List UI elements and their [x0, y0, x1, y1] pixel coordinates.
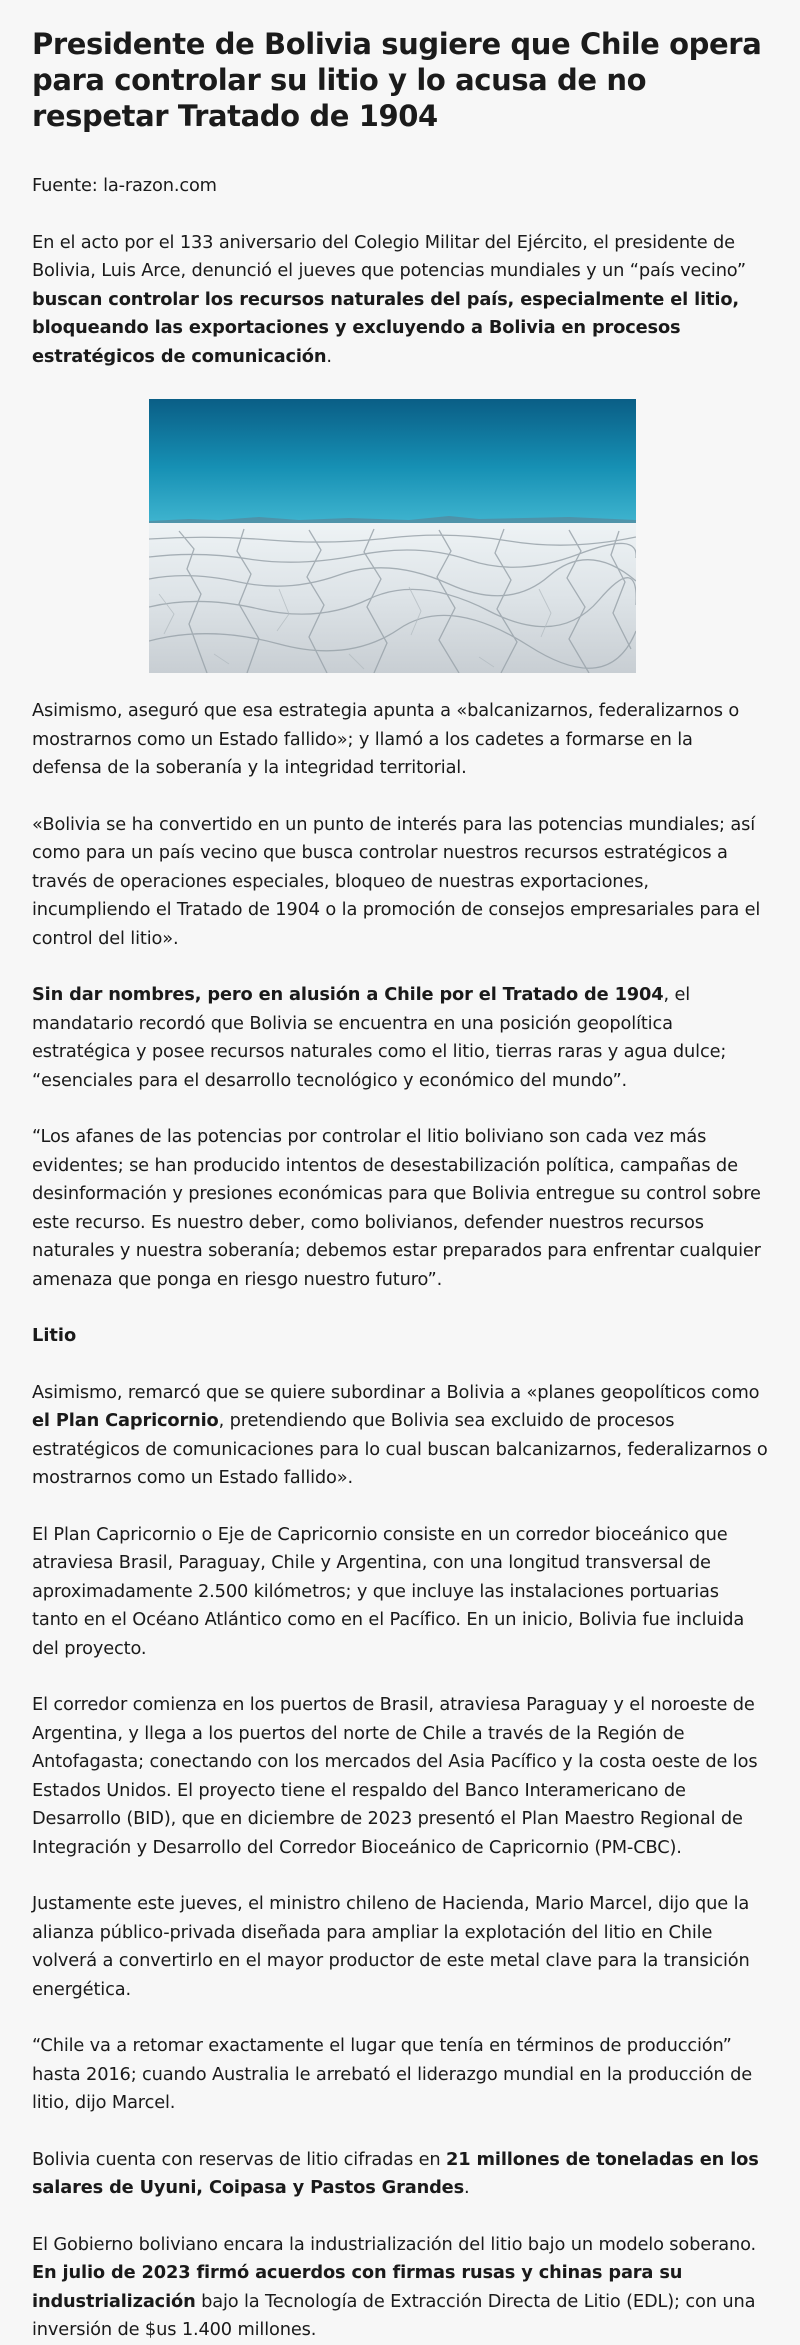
paragraph-11: [32, 2146, 768, 2203]
article-title: Presidente de Bolivia sugiere que Chile opera para controlar su litio y lo acusa de no respetar Tratado de 1904: [32, 27, 762, 133]
paragraph-10: “Chile va a retomar exactamente el lugar que tenía en términos de producción” hasta 2016; cuando Australia le arrebató el liderazgo mundial en la producción de litio, dijo Marcel.: [32, 2035, 753, 2113]
paragraph-12: [32, 2231, 768, 2345]
salt-flat-photo: [149, 399, 636, 673]
paragraph-1-end: .: [326, 345, 332, 367]
paragraph-1-text: En el acto por el 133 aniversario del Colegio Militar del Ejército, el presidente de Bolivia, Luis Arce, denunció el jueves que potencias mundiales y un “país vecino”: [32, 231, 746, 281]
paragraph-12-text: El Gobierno boliviano encara la industrialización del litio bajo un modelo soberano.: [32, 2233, 757, 2255]
paragraph-11-end: .: [464, 2177, 470, 2198]
paragraph-5: “Los afanes de las potencias por controlar el litio boliviano son cada vez más evidentes; se han producido intentos de desestabilización política, campañas de desinformación y presiones económicas para que Bolivia entregue su control sobre este recurso. Es nuestro deber, como bolivianos, defender nuestros recursos naturales y nuestra soberanía; debemos estar preparados para enfrentar cualquier amenaza que ponga en riesgo nuestro futuro”.: [32, 1126, 761, 1290]
paragraph-11-text: Bolivia cuenta con reservas de litio cifradas en: [32, 2148, 447, 2170]
paragraph-6-bold: el Plan Capricornio: [32, 1410, 219, 1431]
paragraph-1: [32, 229, 768, 372]
paragraph-11-bold: 21 millones de toneladas en los salares de Uyuni, Coipasa y Pastos Grandes: [32, 2148, 759, 2198]
paragraph-12-bold: En julio de 2023 firmó acuerdos con firmas rusas y chinas para su industrialización: [32, 2262, 683, 2312]
paragraph-8: El corredor comienza en los puertos de Brasil, atraviesa Paraguay y el noroeste de Argentina, y llega a los puertos del norte de Chile a través de la Región de Antofagasta; conectando con los mercados del Asia Pacífico y la costa oeste de los Estados Unidos. El proyecto tiene el respaldo del Banco Interamericano de Desarrollo (BID), que en diciembre de 2023 presentó el Plan Maestro Regional de Integración y Desarrollo del Corredor Bioceánico de Capricornio (PM-CBC).: [32, 1694, 758, 1858]
section-heading-litio: Litio: [32, 1325, 77, 1346]
paragraph-6-end: , pretendiendo que Bolivia sea excluido de procesos estratégicos de comunicaciones para lo cual buscan balcanizarnos, federalizarnos o mostrarnos como un Estado fallido».: [32, 1410, 768, 1488]
paragraph-4-bold: Sin dar nombres, pero en alusión a Chile por el Tratado de 1904: [32, 984, 664, 1005]
paragraph-4-text: , el mandatario recordó que Bolivia se encuentra en una posición geopolítica estratégica y posee recursos naturales como el litio, tierras raras y agua dulce; “esenciales para el desarrollo tecnológico y económico del mundo”.: [32, 984, 727, 1091]
paragraph-6: [32, 1379, 768, 1493]
paragraph-1-bold: buscan controlar los recursos naturales del país, especialmente el litio, bloqueando las exportaciones y excluyendo a Bolivia en procesos estratégicos de comunicación: [32, 288, 740, 367]
paragraph-12-end: bajo la Tecnología de Extracción Directa de Litio (EDL); con una inversión de $us 1.400 millones.: [32, 2290, 756, 2340]
paragraph-6-text: Asimismo, remarcó que se quiere subordinar a Bolivia a «planes geopolíticos como: [32, 1381, 760, 1403]
article-source: Fuente: la-razon.com: [32, 175, 217, 196]
paragraph-3: «Bolivia se ha convertido en un punto de interés para las potencias mundiales; así como para un país vecino que busca controlar nuestros recursos estratégicos a través de operaciones especiales, bloqueo de nuestras exportaciones, incumpliendo el Tratado de 1904 o la promoción de consejos empresariales para el control del litio».: [32, 813, 761, 949]
paragraph-9: Justamente este jueves, el ministro chileno de Hacienda, Mario Marcel, dijo que la alianza público-privada diseñada para ampliar la explotación del litio en Chile volverá a convertirlo en el mayor productor de este metal clave para la transición energética.: [32, 1893, 750, 2000]
paragraph-7: El Plan Capricornio o Eje de Capricornio consiste en un corredor bioceánico que atraviesa Brasil, Paraguay, Chile y Argentina, con una longitud transversal de aproximadamente 2.500 kilómetros; y que incluye las instalaciones portuarias tanto en el Océano Atlántico como en el Pacífico. En un inicio, Bolivia fue incluida del proyecto.: [32, 1523, 745, 1659]
paragraph-2: Asimismo, aseguró que esa estrategia apunta a «balcanizarnos, federalizarnos o mostrarnos como un Estado fallido»; y llamó a los cadetes a formarse en la defensa de la soberanía y la integridad territorial.: [32, 700, 740, 778]
paragraph-4: [32, 981, 768, 1095]
